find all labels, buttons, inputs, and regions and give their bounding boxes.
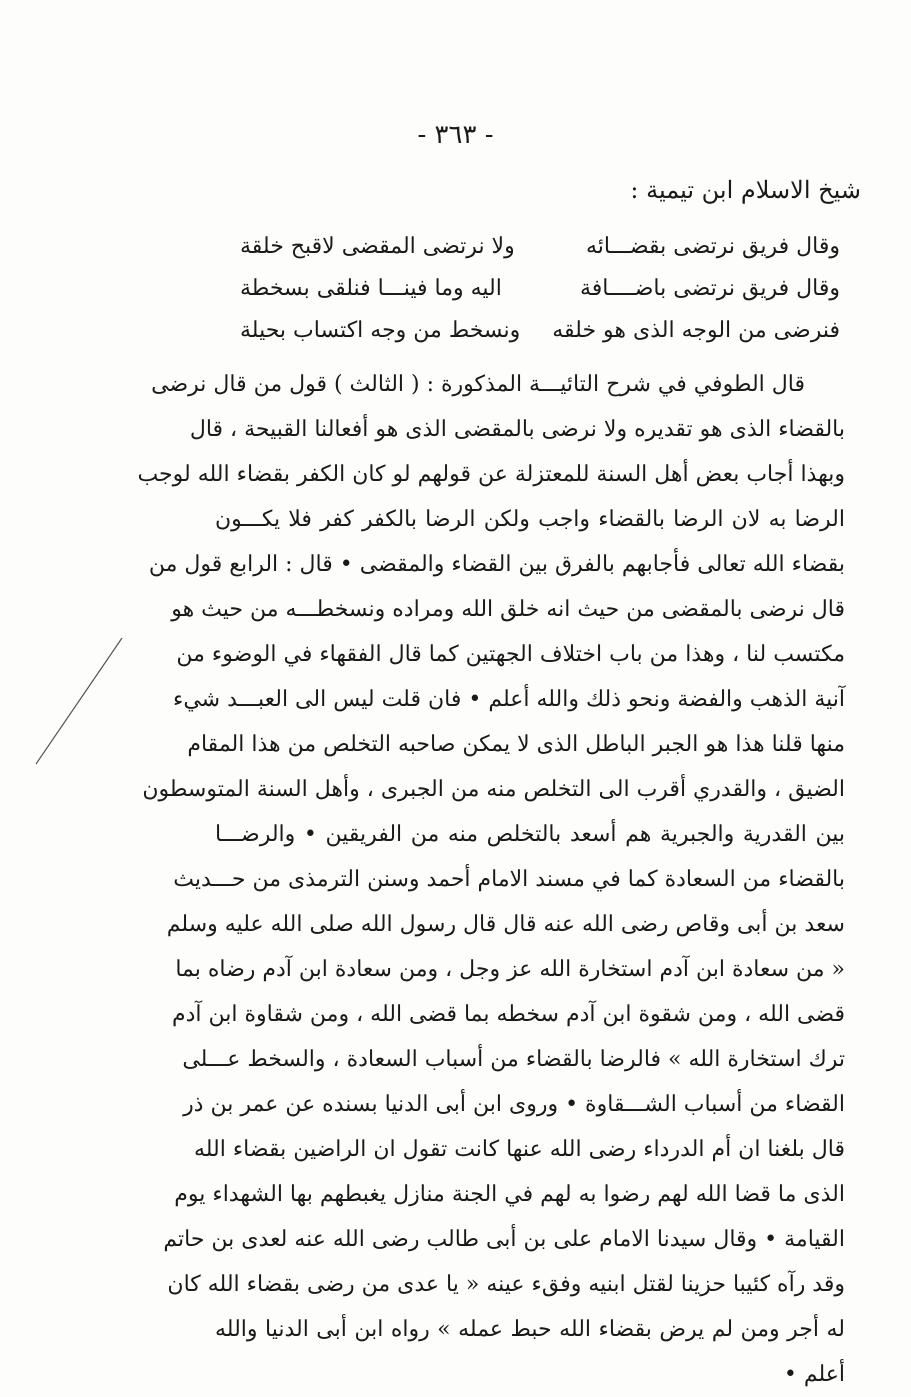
text-line: قال الطوفي في شرح التائيـــة المذكورة : ( الثالث ) قول من قال نرضى [151, 372, 805, 397]
text-line: أعلم • [783, 1362, 845, 1387]
text-line: بقضاء الله تعالى فأجابهم بالفرق بين القضاء والمقضى • قال : الرابع قول من [148, 552, 845, 577]
text-line: بالقضاء الذى هو تقديره ولا نرضى بالمقضى الذى هو أفعالنا القبيحة ، قال [189, 417, 845, 442]
text-line: « من سعادة ابن آدم استخارة الله عز وجل ، ومن سعادة ابن آدم رضاه بما [175, 957, 845, 982]
body-paragraph [137, 362, 845, 1397]
margin-pencil-mark [34, 636, 124, 766]
text-line: قال نرضى بالمقضى من حيث انه خلق الله ومراده ونسخطـــه من حيث هو [171, 597, 845, 622]
text-line: القضاء من أسباب الشـــقاوة • وروى ابن أبى الدنيا بسنده عن عمر بن ذر [183, 1092, 845, 1117]
text-line: بالقضاء من السعادة كما في مسند الامام أحمد وسنن الترمذى من حـــديث [173, 867, 845, 892]
poem-verse [240, 226, 840, 268]
text-line: الرضا به لان الرضا بالقضاء واجب ولكن الرضا بالكفر كفر فلا يكـــون [215, 507, 845, 532]
verse-first-hemistich: فنرضى من الوجه الذى هو خلقه [552, 318, 840, 343]
verse-second-hemistich: اليه وما فينـــا فنلقى بسخطة [240, 276, 502, 301]
verse-first-hemistich: وقال فريق نرتضى باضــــافة [579, 276, 840, 301]
text-line: له أجر ومن لم يرض بقضاء الله حبط عمله » رواه ابن أبى الدنيا والله [215, 1317, 845, 1342]
verse-second-hemistich: ونسخط من وجه اكتساب بحيلة [240, 318, 521, 343]
text-line: ترك استخارة الله » فالرضا بالقضاء من أسباب السعادة ، والسخط عـــلى [182, 1047, 845, 1072]
text-line: وقد رآه كئيبا حزينا لقتل ابنيه وفقء عينه « يا عدى من رضى بقضاء الله كان [167, 1272, 845, 1297]
text-line: الضيق ، والقدري أقرب الى التخلص منه من الجبرى ، وأهل السنة المتوسطون [142, 777, 845, 802]
text-line: وبهذا أجاب بعض أهل السنة للمعتزلة عن قولهم لو كان الكفر بقضاء الله لوجب [137, 462, 845, 487]
poem-verse [240, 268, 840, 310]
text-line: قضى الله ، ومن شقوة ابن آدم سخطه بما قضى الله ، ومن شقاوة ابن آدم [172, 1002, 845, 1027]
text-line: الذى ما قضا الله لهم رضوا به لهم في الجنة منازل يغبطهم بها الشهداء يوم [174, 1182, 845, 1207]
poem-block [240, 226, 840, 352]
text-line: منها قلنا هذا هو الجبر الباطل الذى لا يمكن صاحبه التخلص من هذا المقام [187, 732, 845, 757]
text-line: القيامة • وقال سيدنا الامام على بن أبى طالب رضى الله عنه لعدى بن حاتم [163, 1227, 845, 1252]
text-line: قال بلغنا ان أم الدرداء رضى الله عنها كانت تقول ان الراضين بقضاء الله [193, 1137, 845, 1162]
poem-verse [240, 310, 840, 352]
section-heading: شيخ الاسلام ابن تيمية : [630, 176, 861, 204]
text-line: بين القدرية والجبرية هم أسعد بالتخلص منه من الفريقين • والرضـــا [215, 822, 845, 847]
text-line: سعد بن أبى وقاص رضى الله عنه قال قال رسول الله صلى الله عليه وسلم [166, 912, 845, 937]
page-number: - ٣٦٣ - [417, 120, 494, 150]
text-line: آنية الذهب والفضة ونحو ذلك والله أعلم • فان قلت ليس الى العبـــد شيء [173, 687, 845, 712]
text-line: مكتسب لنا ، وهذا من باب اختلاف الجهتين كما قال الفقهاء في الوضوء من [176, 642, 845, 667]
verse-first-hemistich: وقال فريق نرتضى بقضـــائه [585, 234, 840, 259]
verse-second-hemistich: ولا نرتضى المقضى لاقبح خلقة [240, 234, 515, 259]
